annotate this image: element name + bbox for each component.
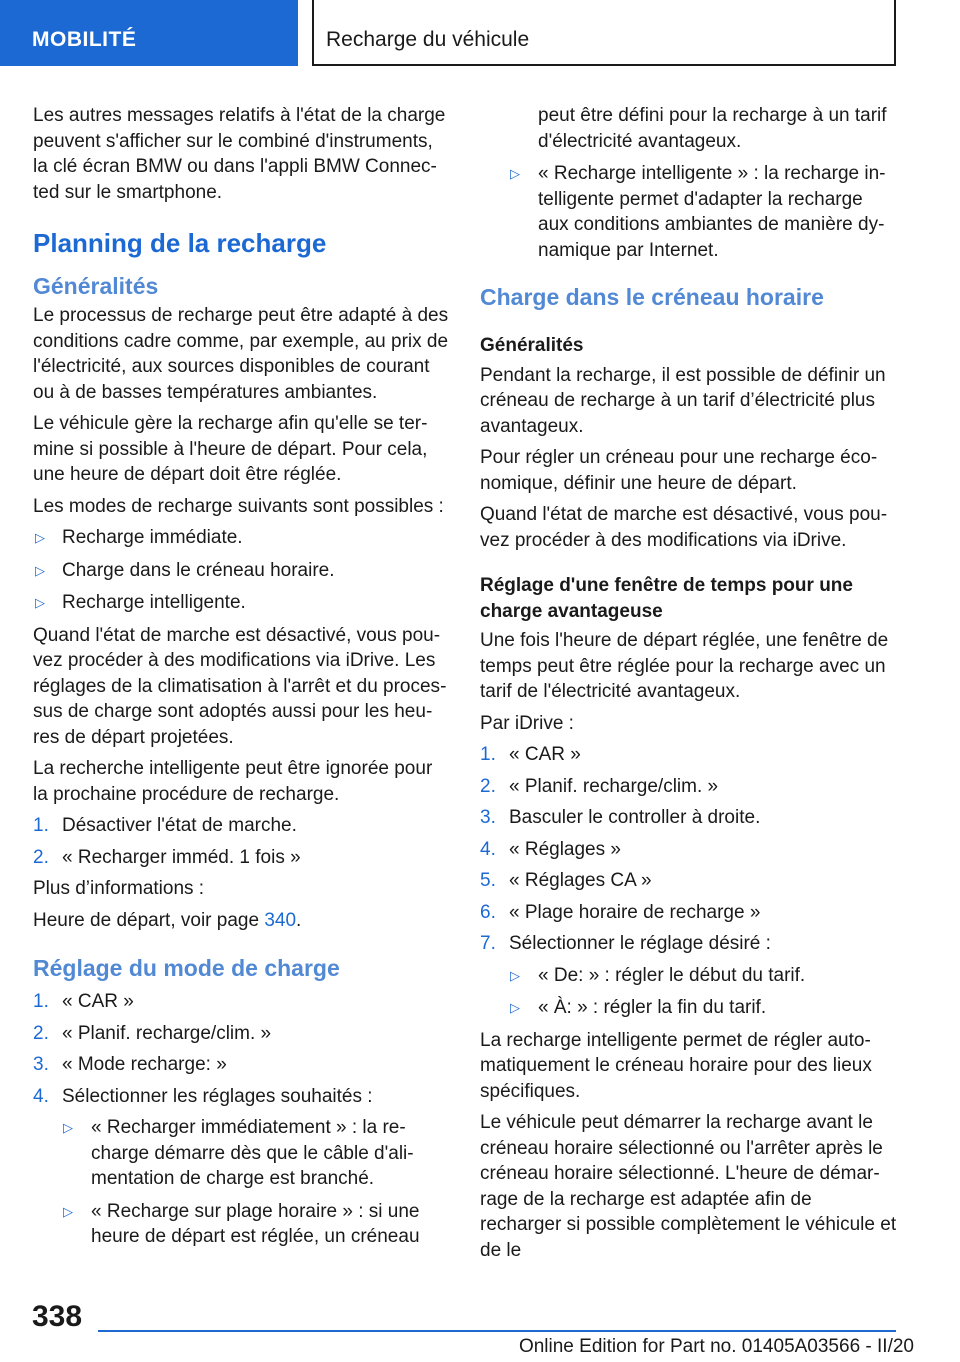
- step-number: 4.: [480, 838, 496, 860]
- bullet-text: « À: » : régler la fin du tarif.: [538, 997, 767, 1018]
- step-number: 7.: [480, 933, 496, 954]
- bullet-text: « Recharge sur plage horaire » : si une heure de départ est réglée, un créneau: [91, 1200, 420, 1247]
- sub-bullet-item: [480, 963, 898, 989]
- step-number: 2.: [33, 1022, 49, 1044]
- intro-paragraph: Les autres messages relatifs à l'état de la charge peuvent s'afficher sur le combiné d'instruments, la clé écran BMW ou dans l'appli BMW Connected sur le smartphone.: [33, 105, 446, 203]
- more-info-label: Plus d’informations :: [33, 878, 205, 899]
- step-text: « Recharger imméd. 1 fois »: [62, 846, 301, 868]
- step-number: 5.: [480, 870, 496, 891]
- footer-divider: [98, 1330, 896, 1332]
- paragraph: Le véhicule peut démarrer la recharge avant le créneau horaire sélectionné ou l'arrêter après le créneau horaire sélectionné. L'heure de démarrage de la recharge est adaptée afin de recharger si possible complètement le véhicule et de le: [480, 1112, 897, 1261]
- paragraph: Par iDrive :: [480, 712, 574, 734]
- step-text: « CAR »: [62, 991, 134, 1012]
- section-tab: MOBILITÉ: [0, 0, 298, 66]
- ref-prefix: Heure de départ, voir page: [33, 909, 265, 931]
- step-text: Basculer le controller à droite.: [509, 807, 761, 828]
- paragraph: Pour régler un créneau pour une recharge économique, définir une heure de départ.: [480, 447, 878, 494]
- sub-bullet-item: [33, 1115, 451, 1192]
- bullet-text: « Recharge intelligente » : la recharge intelligente permet d'adapter la recharge aux conditions ambiantes de manière dynamique par Internet.: [538, 163, 886, 261]
- step-item: [480, 900, 898, 926]
- step-item: [33, 1084, 451, 1110]
- step-text: « Planif. recharge/clim. »: [509, 775, 719, 797]
- bullet-text: Recharge intelligente.: [62, 592, 246, 613]
- step-item: [33, 1052, 451, 1078]
- paragraph: Quand l'état de marche est désactivé, vous pouvez procéder à des modifications via iDrive.: [480, 504, 888, 551]
- triangle-right-icon: ▷: [35, 562, 45, 578]
- cross-reference: [33, 908, 451, 934]
- step-text: « Réglages »: [509, 838, 621, 860]
- bullet-text: Recharge immédiate.: [62, 527, 243, 548]
- page-ref-link[interactable]: 340: [264, 909, 297, 931]
- step-number: 3.: [480, 807, 496, 828]
- step-item: [33, 1021, 451, 1047]
- paragraph: Quand l'état de marche est désactivé, vous pouvez procéder à des modifications via iDrive. Les réglages de la climatisation à l'arrêt et du processus de charge sont adoptés aussi pour les heures de départ projetées.: [33, 624, 447, 748]
- step-text: « Réglages CA »: [509, 870, 652, 891]
- heading-charge-creneau: Charge dans le créneau horaire: [480, 284, 824, 310]
- bullet-item: [33, 558, 451, 584]
- step-item: [33, 989, 451, 1015]
- page-header: [0, 0, 960, 66]
- step-text: Désactiver l'état de marche.: [62, 815, 297, 836]
- bullet-text: « De: » : régler le début du tarif.: [538, 964, 806, 986]
- paragraph: Une fois l'heure de départ réglée, une fenêtre de temps peut être réglée pour la recharge avec un tarif de l'électricité avantageux.: [480, 630, 889, 702]
- step-number: 2.: [480, 775, 496, 797]
- triangle-right-icon: ▷: [510, 967, 520, 983]
- triangle-right-icon: ▷: [510, 166, 520, 181]
- paragraph: Le processus de recharge peut être adapté à des conditions cadre comme, par exemple, au prix de l'électricité, aux sources disponibles de courant ou à de basses températures ambiantes.: [33, 305, 449, 403]
- page-number: 338: [32, 1300, 83, 1333]
- step-number: 2.: [33, 846, 49, 868]
- bullet-item: [33, 590, 451, 616]
- paragraph: La recharge intelligente permet de régler automatiquement le créneau horaire pour des lieux spécifiques.: [480, 1029, 872, 1102]
- step-item: [33, 813, 451, 839]
- chapter-title: Recharge du véhicule: [326, 28, 530, 51]
- paragraph: Pendant la recharge, il est possible de définir un créneau de recharge à un tarif d’électricité plus avantageux.: [480, 364, 886, 437]
- heading-reglage-mode: Réglage du mode de charge: [33, 955, 340, 981]
- triangle-right-icon: ▷: [35, 530, 45, 545]
- continued-text: peut être défini pour la recharge à un tarif d'électricité avantageux.: [538, 105, 887, 152]
- step-item: [480, 805, 898, 831]
- step-text: « Plage horaire de recharge »: [509, 901, 761, 923]
- ref-suffix: .: [296, 909, 302, 931]
- step-item: [480, 742, 898, 768]
- heading-generalites: Généralités: [33, 273, 159, 299]
- chapter-box: [312, 0, 896, 66]
- bullet-item: [33, 525, 451, 551]
- left-column: [33, 103, 451, 1257]
- sub-bullet-item: [480, 161, 898, 263]
- paragraph: La recherche intelligente peut être ignorée pour la prochaine procédure de recharge.: [33, 758, 433, 805]
- bullet-text: « Recharger immédiatement » : la recharge démarre dès que le câble d'alimentation de charge est branché.: [91, 1117, 414, 1189]
- triangle-right-icon: ▷: [35, 595, 45, 610]
- heading-fenetre-temps: Réglage d'une fenêtre de temps pour une charge avantageuse: [480, 575, 853, 622]
- triangle-right-icon: ▷: [510, 1000, 520, 1015]
- step-text: « Planif. recharge/clim. »: [62, 1022, 272, 1044]
- step-number: 6.: [480, 901, 496, 923]
- step-text: Sélectionner les réglages souhaités :: [62, 1085, 373, 1107]
- paragraph: Le véhicule gère la recharge afin qu'elle se termine si possible à l'heure de départ. Pour cela, une heure de départ doit être réglée.: [33, 413, 428, 485]
- bullet-text: Charge dans le créneau horaire.: [62, 559, 335, 581]
- step-number: 3.: [33, 1054, 49, 1075]
- heading-generalites: Généralités: [480, 335, 584, 356]
- step-item: [480, 837, 898, 863]
- sub-bullet-item: [480, 995, 898, 1021]
- footer-edition: Online Edition for Part no. 01405A03566 - II/20: [518, 1336, 914, 1357]
- triangle-right-icon: ▷: [63, 1203, 73, 1219]
- step-text: « Mode recharge: »: [62, 1054, 227, 1075]
- sub-bullet-item: [33, 1199, 451, 1250]
- triangle-right-icon: ▷: [63, 1120, 73, 1135]
- step-number: 1.: [480, 744, 496, 765]
- step-number: 1.: [33, 815, 49, 836]
- paragraph: Les modes de recharge suivants sont possibles :: [33, 495, 444, 517]
- step-item: [480, 774, 898, 800]
- step-item: [33, 845, 451, 871]
- step-text: Sélectionner le réglage désiré :: [509, 933, 771, 954]
- right-column: [480, 103, 898, 1269]
- step-number: 4.: [33, 1085, 49, 1107]
- step-text: « CAR »: [509, 744, 581, 765]
- step-item: [480, 868, 898, 894]
- step-number: 1.: [33, 991, 49, 1012]
- heading-planning: Planning de la recharge: [33, 228, 327, 258]
- step-item: [480, 931, 898, 957]
